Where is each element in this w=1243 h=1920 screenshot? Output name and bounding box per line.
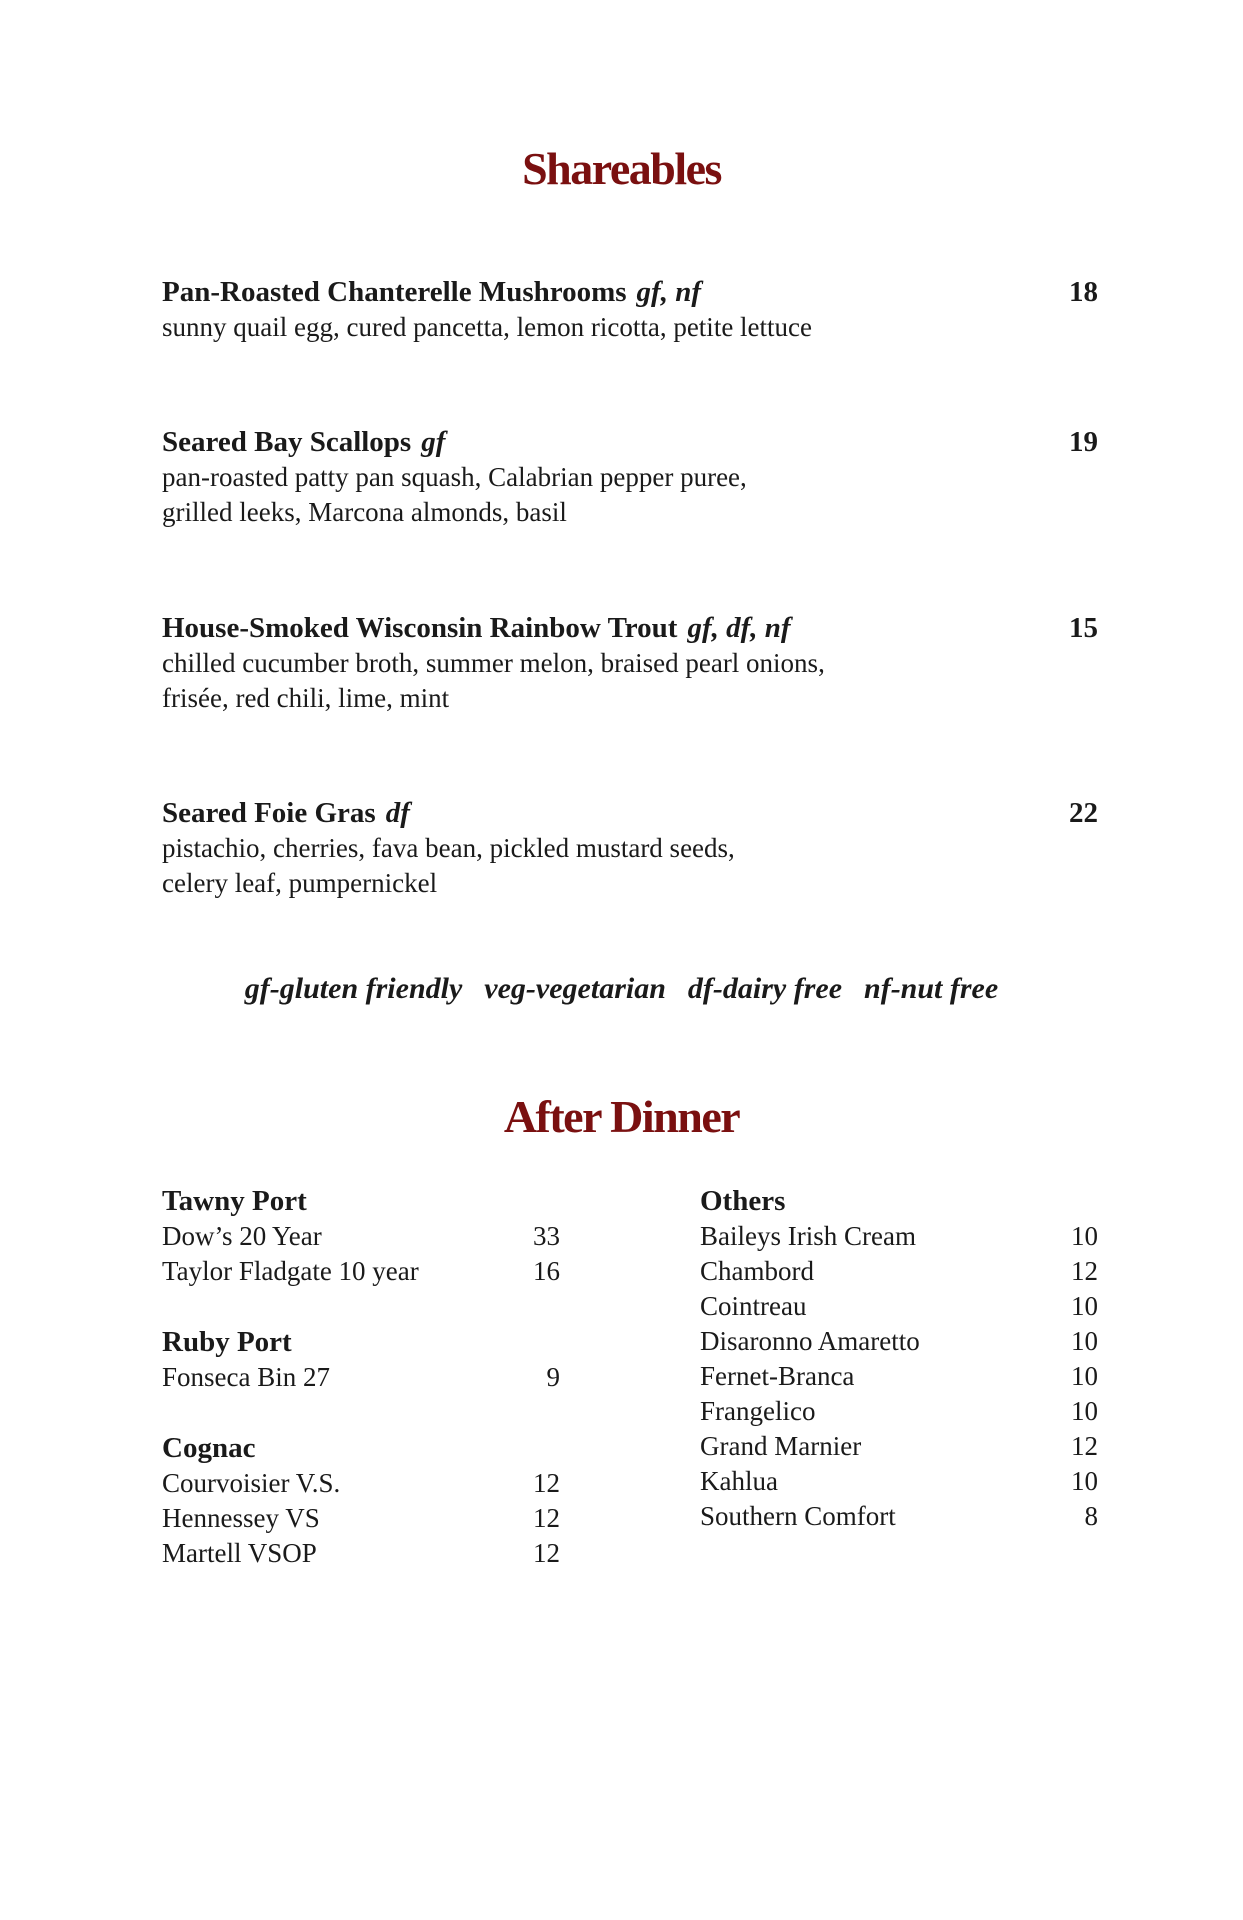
legend-item: nf-nut free	[864, 972, 999, 1005]
dish-item	[162, 610, 1098, 716]
drink-row	[162, 1254, 560, 1289]
dish-price: 19	[1069, 426, 1098, 458]
dish-description: celery leaf, pumpernickel	[162, 868, 438, 898]
drink-row	[700, 1254, 1098, 1289]
drink-row	[700, 1219, 1098, 1254]
dish-tags: gf	[421, 426, 446, 458]
after-dinner-left-column	[162, 1183, 560, 1571]
drink-row	[700, 1464, 1098, 1499]
drink-row	[700, 1429, 1098, 1464]
drink-name: Taylor Fladgate 10 year	[162, 1256, 419, 1286]
dish-description: pistachio, cherries, fava bean, pickled mustard seeds,	[162, 833, 735, 863]
drink-price: 10	[1071, 1291, 1098, 1321]
drink-price: 9	[546, 1362, 560, 1392]
drink-name: Fonseca Bin 27	[162, 1362, 330, 1392]
drink-price: 12	[533, 1538, 560, 1568]
dietary-legend	[0, 972, 1243, 1006]
drink-name: Frangelico	[700, 1396, 816, 1426]
dish-description: sunny quail egg, cured pancetta, lemon ricotta, petite lettuce	[162, 312, 813, 342]
dish-name: Pan-Roasted Chanterelle Mushrooms	[162, 276, 627, 308]
category-heading: Ruby Port	[162, 1326, 292, 1358]
drink-price: 33	[533, 1221, 560, 1251]
drink-row	[162, 1501, 560, 1536]
drink-row	[700, 1324, 1098, 1359]
drink-row	[162, 1536, 560, 1571]
dish-item	[162, 274, 1098, 345]
dish-name: House-Smoked Wisconsin Rainbow Trout	[162, 612, 678, 644]
legend-item: veg-vegetarian	[484, 972, 666, 1005]
drink-price: 8	[1084, 1501, 1098, 1531]
dish-item	[162, 424, 1098, 530]
drink-row	[162, 1219, 560, 1254]
drink-price: 12	[1071, 1256, 1098, 1286]
category-heading: Others	[700, 1185, 786, 1217]
drink-price: 12	[533, 1503, 560, 1533]
dish-description: frisée, red chili, lime, mint	[162, 683, 450, 713]
category-heading: Tawny Port	[162, 1185, 307, 1217]
drink-row	[700, 1394, 1098, 1429]
drink-name: Baileys Irish Cream	[700, 1221, 916, 1251]
dish-tags: gf, df, nf	[687, 612, 791, 644]
dish-tags: df	[385, 797, 410, 829]
after-dinner-right-column	[700, 1183, 1098, 1534]
drink-name: Martell VSOP	[162, 1538, 317, 1568]
drink-row	[700, 1289, 1098, 1324]
drink-name: Kahlua	[700, 1466, 778, 1496]
drink-name: Cointreau	[700, 1291, 807, 1321]
dish-tags: gf, nf	[636, 276, 701, 308]
drink-name: Hennessey VS	[162, 1503, 320, 1533]
drink-price: 12	[533, 1468, 560, 1498]
drink-row	[700, 1499, 1098, 1534]
dish-price: 15	[1069, 612, 1098, 644]
drink-name: Dow’s 20 Year	[162, 1221, 322, 1251]
category-heading: Cognac	[162, 1432, 256, 1464]
drink-price: 12	[1071, 1431, 1098, 1461]
drink-price: 16	[533, 1256, 560, 1286]
after-dinner-title: After Dinner	[503, 1091, 740, 1142]
drink-name: Courvoisier V.S.	[162, 1468, 341, 1498]
drink-price: 10	[1071, 1466, 1098, 1496]
drink-row	[162, 1360, 560, 1395]
dish-item	[162, 795, 1098, 901]
drink-price: 10	[1071, 1361, 1098, 1391]
dish-price: 22	[1069, 797, 1098, 829]
drink-name: Chambord	[700, 1256, 814, 1286]
drink-name: Fernet-Branca	[700, 1361, 855, 1391]
legend-item: df-dairy free	[687, 972, 843, 1005]
drink-row	[162, 1466, 560, 1501]
dish-description: chilled cucumber broth, summer melon, braised pearl onions,	[162, 648, 825, 678]
drink-name: Southern Comfort	[700, 1501, 896, 1531]
dish-description: grilled leeks, Marcona almonds, basil	[162, 497, 567, 527]
drink-price: 10	[1071, 1326, 1098, 1356]
drink-name: Grand Marnier	[700, 1431, 862, 1461]
drink-name: Disaronno Amaretto	[700, 1326, 920, 1356]
drink-price: 10	[1071, 1396, 1098, 1426]
dish-name: Seared Bay Scallops	[162, 426, 412, 458]
dish-description: pan-roasted patty pan squash, Calabrian pepper puree,	[162, 462, 747, 492]
drink-row	[700, 1359, 1098, 1394]
drink-price: 10	[1071, 1221, 1098, 1251]
shareables-title: Shareables	[522, 143, 721, 194]
dish-name: Seared Foie Gras	[162, 797, 376, 829]
dish-price: 18	[1069, 276, 1098, 308]
legend-item: gf-gluten friendly	[244, 972, 463, 1005]
